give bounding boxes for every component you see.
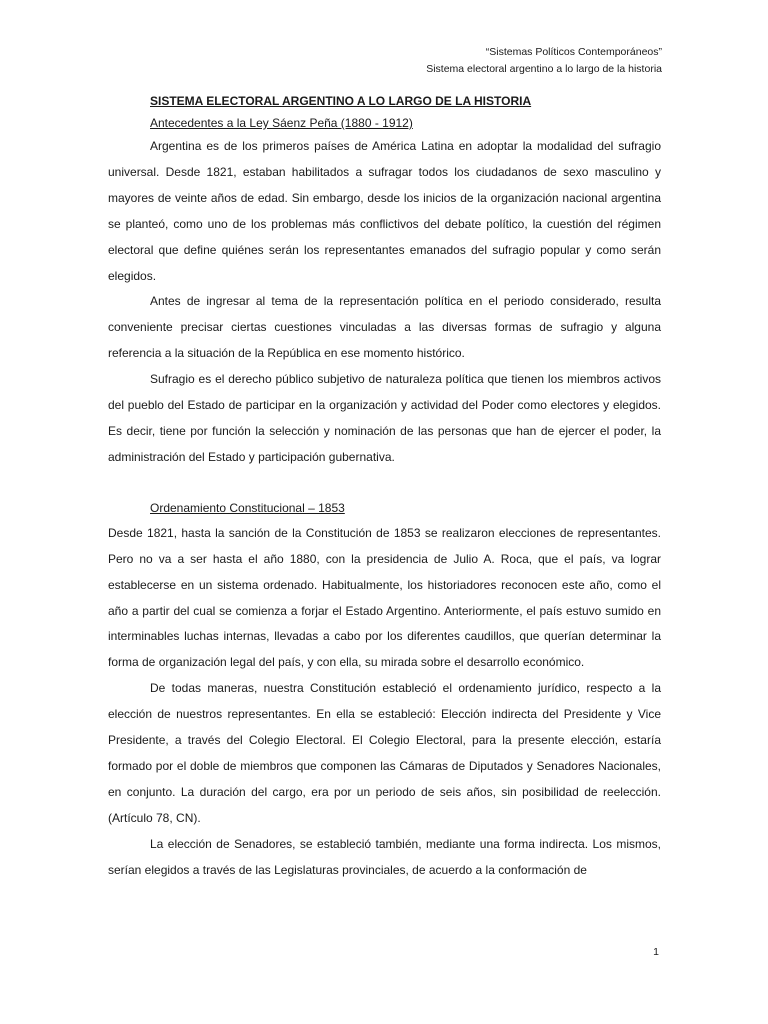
- section-spacer: [108, 471, 661, 497]
- paragraph: Argentina es de los primeros países de América Latina en adoptar la modalidad del sufragio universal. Desde 1821, estaban habilitados a sufragar todos los ciudadanos de sexo masculino y mayores de veinte años de edad. Sin embargo, desde los inicios de la organización nacional argentina se planteó, como uno de los problemas más conflictivos del debate político, la cuestión del régimen electoral que define quiénes serán los representantes emanados del sufragio popular y como serán elegidos.: [108, 139, 661, 283]
- header-course-title: “Sistemas Políticos Contemporáneos”: [485, 46, 662, 58]
- document-body: [108, 90, 661, 883]
- paragraph: Sufragio es el derecho público subjetivo de naturaleza política que tienen los miembros activos del pueblo del Estado de participar en la organización y actividad del Poder como electores y elegidos. Es decir, tiene por función la selección y nominación de las personas que han de ejercer el poder, la administración del Estado y participación gubernativa.: [108, 372, 661, 464]
- section-heading-antecedentes: Antecedentes a la Ley Sáenz Peña (1880 - 1912): [150, 116, 413, 130]
- paragraph: Antes de ingresar al tema de la representación política en el periodo considerado, resulta conveniente precisar ciertas cuestiones vinculadas a las diversas formas de sufragio y alguna referencia a la situación de la República en ese momento histórico.: [108, 294, 661, 361]
- paragraph: De todas maneras, nuestra Constitución estableció el ordenamiento jurídico, respecto a la elección de nuestros representantes. En ella se estableció: Elección indirecta del Presidente y Vice Presidente, a través del Colegio Electoral. El Colegio Electoral, para la presente elección, estaría formado por el doble de miembros que componen las Cámaras de Diputados y Senadores Nacionales, en conjunto. La duración del cargo, era por un periodo de seis años, sin posibilidad de reelección. (Artículo 78, CN).: [108, 681, 661, 825]
- header-document-subtitle: Sistema electoral argentino a lo largo de la historia: [426, 63, 662, 75]
- paragraph: La elección de Senadores, se estableció también, mediante una forma indirecta. Los mismos, serían elegidos a través de las Legislaturas provinciales, de acuerdo a la conformación de: [108, 836, 661, 877]
- document-title: SISTEMA ELECTORAL ARGENTINO A LO LARGO DE LA HISTORIA: [150, 94, 532, 108]
- paragraph: Desde 1821, hasta la sanción de la Constitución de 1853 se realizaron elecciones de representantes. Pero no va a ser hasta el año 1880, con la presidencia de Julio A. Roca, que el país, va lograr establecerse en un sistema ordenado. Habitualmente, los historiadores reconocen este año, como el año a partir del cual se comienza a forjar el Estado Argentino. Anteriormente, el país estuvo sumido en interminables luchas internas, llevadas a cabo por los diferentes caudillos, que querían determinar la forma de organización legal del país, y con ella, su mirada sobre el desarrollo económico.: [108, 525, 661, 670]
- running-header: [426, 44, 662, 78]
- page-number: 1: [653, 946, 659, 958]
- section-heading-ordenamiento: Ordenamiento Constitucional – 1853: [150, 500, 345, 515]
